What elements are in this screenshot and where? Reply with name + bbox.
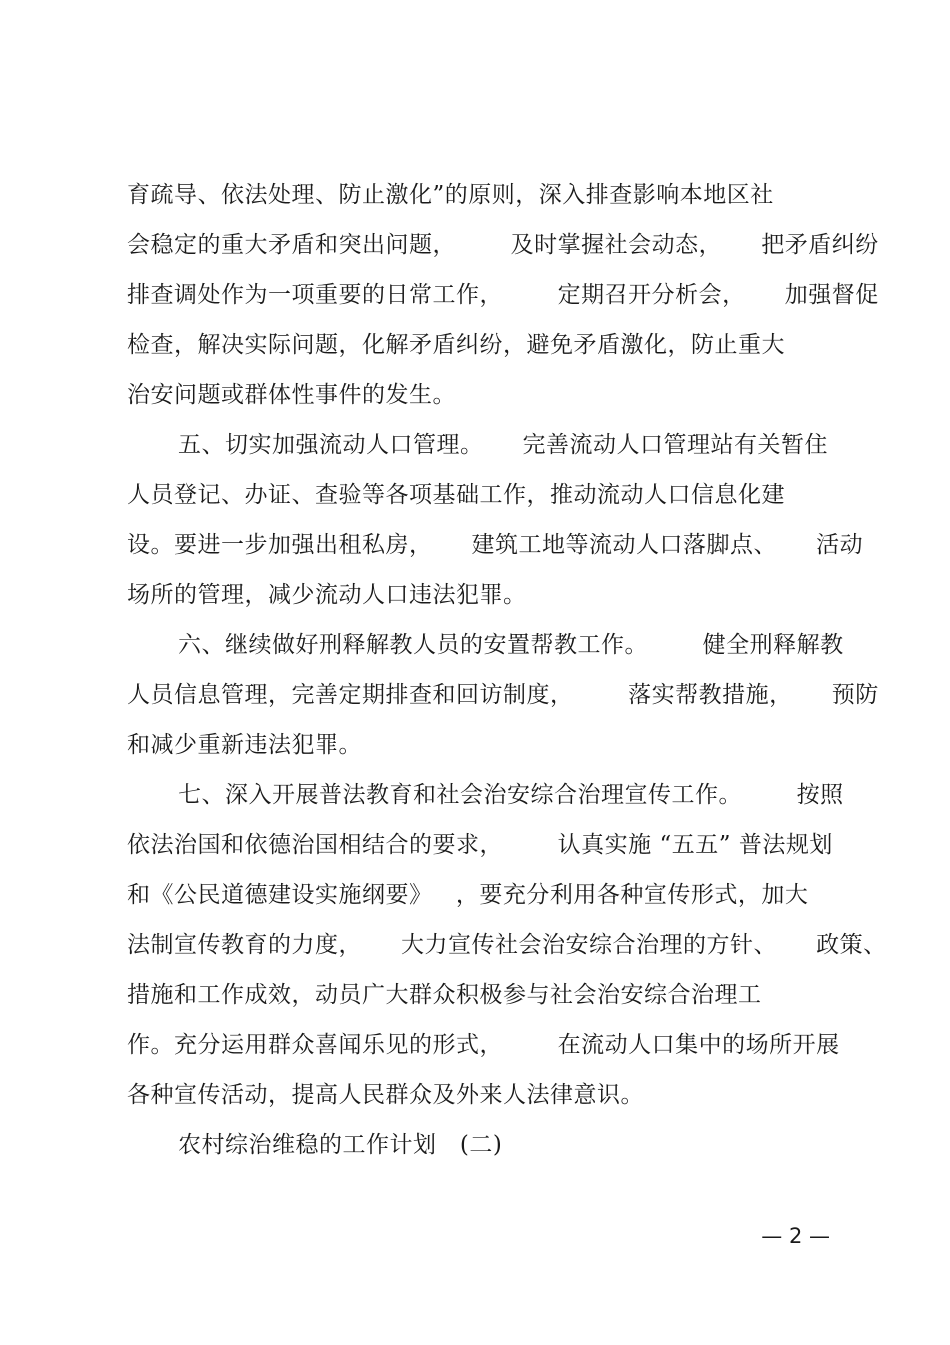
paragraph-line: 治安问题或群体性事件的发生。 xyxy=(127,382,456,408)
paragraph-line: 育疏导、依法处理、防止激化”的原则，深入排查影响本地区社 xyxy=(127,182,774,208)
paragraph-line: 排查调处作为一项重要的日常工作， 定期召开分析会， 加强督促 xyxy=(127,282,879,308)
paragraph-line: 人员信息管理，完善定期排查和回访制度， 落实帮教措施， 预防 xyxy=(127,682,879,708)
paragraph-line: 人员登记、办证、查验等各项基础工作，推动流动人口信息化建 xyxy=(127,482,785,508)
paragraph-line: 会稳定的重大矛盾和突出问题， 及时掌握社会动态， 把矛盾纠纷 xyxy=(127,232,879,258)
paragraph-line: 设。要进一步加强出租私房， 建筑工地等流动人口落脚点、 活动 xyxy=(127,532,864,558)
paragraph-line: 和减少重新违法犯罪。 xyxy=(127,732,362,758)
section-six-heading-line: 六、继续做好刑释解教人员的安置帮教工作。 健全刑释解教 xyxy=(178,632,844,658)
paragraph-line: 措施和工作成效，动员广大群众积极参与社会治安综合治理工 xyxy=(127,982,762,1008)
paragraph-line: 作。充分运用群众喜闻乐见的形式， 在流动人口集中的场所开展 xyxy=(127,1032,840,1058)
section-five-heading-line: 五、切实加强流动人口管理。 完善流动人口管理站有关暂住 xyxy=(178,432,829,458)
paragraph-line: 各种宣传活动，提高人民群众及外来人法律意识。 xyxy=(127,1082,644,1108)
paragraph-line: 依法治国和依德治国相结合的要求， 认真实施 “五五” 普法规划 xyxy=(127,832,833,858)
paragraph-line: 和《公民道德建设实施纲要》 ，要充分利用各种宣传形式，加大 xyxy=(127,882,809,908)
section-seven-heading-line: 七、深入开展普法教育和社会治安综合治理宣传工作。 按照 xyxy=(178,782,844,808)
paragraph-line: 法制宣传教育的力度， 大力宣传社会治安综合治理的方针、 政策、 xyxy=(127,932,887,958)
document-title: 农村综治维稳的工作计划 (二) xyxy=(178,1132,503,1158)
paragraph-line: 场所的管理，减少流动人口违法犯罪。 xyxy=(127,582,527,608)
page-number: — 2 — xyxy=(761,1224,830,1248)
paragraph-line: 检查，解决实际问题，化解矛盾纠纷，避免矛盾激化，防止重大 xyxy=(127,332,785,358)
